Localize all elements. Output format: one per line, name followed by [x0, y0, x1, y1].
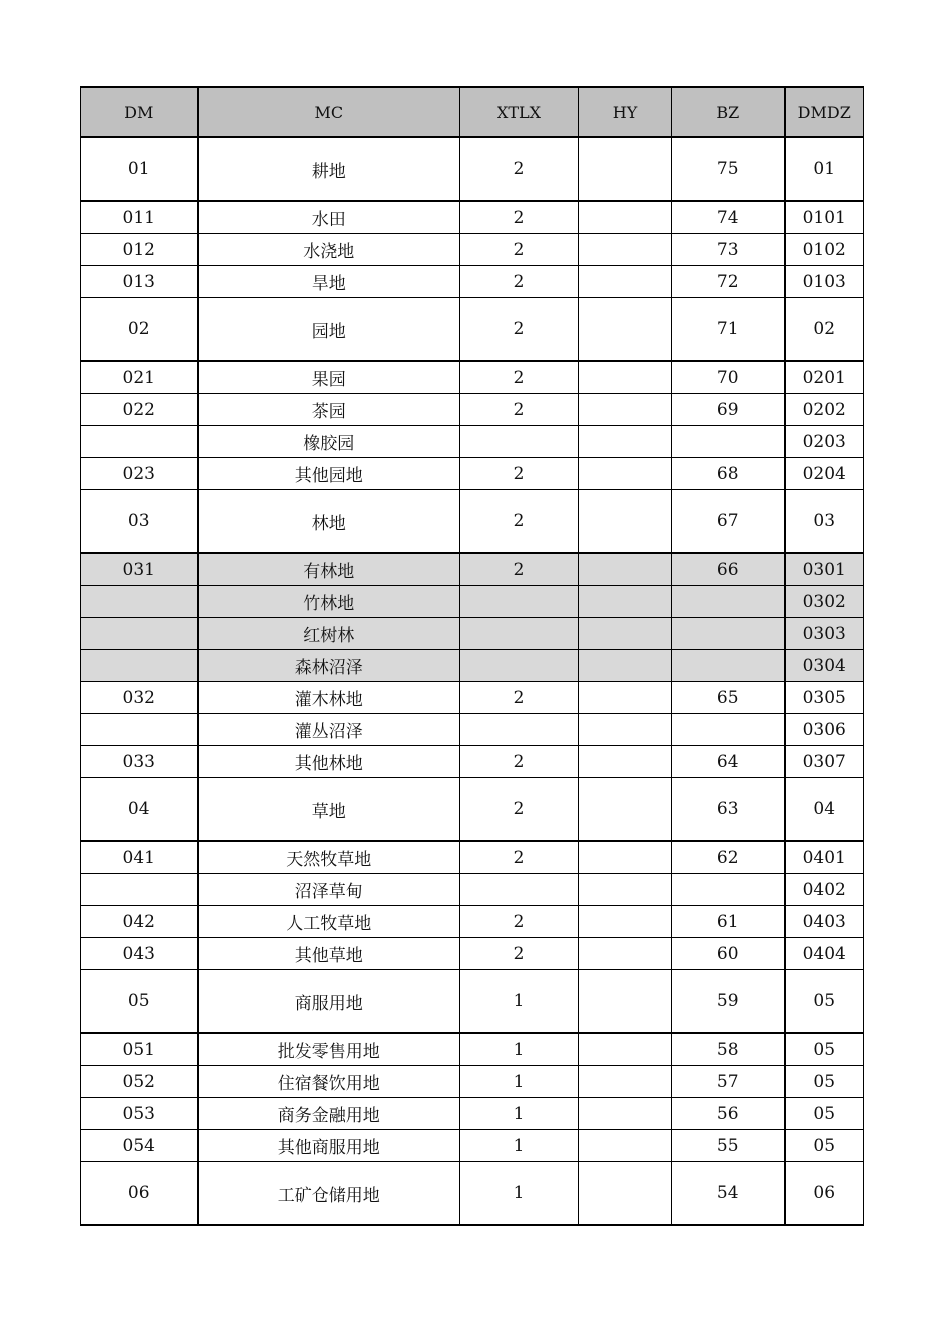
- table-row: [81, 682, 864, 714]
- cell-dm: [81, 426, 198, 458]
- cell-xtlx: 1: [460, 1098, 579, 1130]
- cell-bz: 67: [672, 490, 785, 554]
- cell-hy: [579, 714, 672, 746]
- cell-bz: 73: [672, 234, 785, 266]
- cell-dmdz: 0204: [785, 458, 864, 490]
- table-row: [81, 490, 864, 554]
- cell-mc: 水田: [198, 201, 460, 234]
- cell-dm: 05: [81, 970, 198, 1034]
- cell-mc: 森林沼泽: [198, 650, 460, 682]
- cell-dm: 021: [81, 361, 198, 394]
- cell-bz: 54: [672, 1162, 785, 1226]
- cell-dmdz: 05: [785, 1066, 864, 1098]
- cell-dm: [81, 618, 198, 650]
- cell-bz: 72: [672, 266, 785, 298]
- cell-bz: 55: [672, 1130, 785, 1162]
- cell-dmdz: 05: [785, 970, 864, 1034]
- cell-mc: 商务金融用地: [198, 1098, 460, 1130]
- cell-hy: [579, 1033, 672, 1066]
- cell-bz: 70: [672, 361, 785, 394]
- cell-dmdz: 01: [785, 137, 864, 201]
- cell-hy: [579, 394, 672, 426]
- cell-dmdz: 0302: [785, 586, 864, 618]
- cell-mc: 人工牧草地: [198, 906, 460, 938]
- cell-bz: 60: [672, 938, 785, 970]
- cell-mc: 林地: [198, 490, 460, 554]
- cell-dmdz: 0101: [785, 201, 864, 234]
- cell-mc: 灌丛沼泽: [198, 714, 460, 746]
- cell-dm: 04: [81, 778, 198, 842]
- cell-mc: 旱地: [198, 266, 460, 298]
- cell-xtlx: 2: [460, 553, 579, 586]
- cell-dm: 054: [81, 1130, 198, 1162]
- cell-hy: [579, 553, 672, 586]
- table-row: [81, 266, 864, 298]
- cell-hy: [579, 970, 672, 1034]
- cell-xtlx: [460, 586, 579, 618]
- cell-dm: 06: [81, 1162, 198, 1226]
- header-row: [81, 87, 864, 137]
- cell-bz: [672, 586, 785, 618]
- cell-dm: 022: [81, 394, 198, 426]
- cell-hy: [579, 778, 672, 842]
- cell-xtlx: 2: [460, 841, 579, 874]
- cell-bz: 65: [672, 682, 785, 714]
- cell-hy: [579, 490, 672, 554]
- cell-dmdz: 0303: [785, 618, 864, 650]
- table-row: [81, 970, 864, 1034]
- table-row: [81, 906, 864, 938]
- cell-mc: 天然牧草地: [198, 841, 460, 874]
- table-row: [81, 458, 864, 490]
- cell-mc: 园地: [198, 298, 460, 362]
- cell-xtlx: 2: [460, 361, 579, 394]
- table-row: [81, 298, 864, 362]
- cell-mc: 水浇地: [198, 234, 460, 266]
- land-classification-table: [80, 86, 864, 1226]
- cell-hy: [579, 874, 672, 906]
- cell-bz: 74: [672, 201, 785, 234]
- header-dmdz: DMDZ: [785, 87, 864, 137]
- cell-bz: [672, 426, 785, 458]
- cell-dm: 023: [81, 458, 198, 490]
- table-row: [81, 1162, 864, 1226]
- cell-mc: 果园: [198, 361, 460, 394]
- header-dm: DM: [81, 87, 198, 137]
- cell-hy: [579, 298, 672, 362]
- cell-xtlx: [460, 426, 579, 458]
- cell-hy: [579, 1130, 672, 1162]
- cell-xtlx: 2: [460, 298, 579, 362]
- cell-dmdz: 0404: [785, 938, 864, 970]
- cell-hy: [579, 361, 672, 394]
- cell-xtlx: 1: [460, 1162, 579, 1226]
- cell-mc: 茶园: [198, 394, 460, 426]
- cell-dm: [81, 714, 198, 746]
- table-row: [81, 778, 864, 842]
- cell-hy: [579, 458, 672, 490]
- cell-bz: 57: [672, 1066, 785, 1098]
- cell-dmdz: 0301: [785, 553, 864, 586]
- cell-mc: 商服用地: [198, 970, 460, 1034]
- cell-dmdz: 0402: [785, 874, 864, 906]
- cell-mc: 住宿餐饮用地: [198, 1066, 460, 1098]
- table-row: [81, 394, 864, 426]
- cell-mc: 其他林地: [198, 746, 460, 778]
- cell-mc: 其他商服用地: [198, 1130, 460, 1162]
- cell-xtlx: 2: [460, 394, 579, 426]
- cell-xtlx: [460, 650, 579, 682]
- cell-xtlx: 2: [460, 458, 579, 490]
- cell-bz: 71: [672, 298, 785, 362]
- cell-hy: [579, 682, 672, 714]
- cell-hy: [579, 1098, 672, 1130]
- cell-hy: [579, 586, 672, 618]
- cell-mc: 耕地: [198, 137, 460, 201]
- header-xtlx: XTLX: [460, 87, 579, 137]
- cell-dm: 03: [81, 490, 198, 554]
- cell-xtlx: 1: [460, 1066, 579, 1098]
- cell-xtlx: 2: [460, 201, 579, 234]
- cell-hy: [579, 1066, 672, 1098]
- cell-bz: 64: [672, 746, 785, 778]
- table-row: [81, 361, 864, 394]
- cell-hy: [579, 137, 672, 201]
- table-row: [81, 553, 864, 586]
- cell-mc: 红树林: [198, 618, 460, 650]
- cell-dm: 042: [81, 906, 198, 938]
- table-row: [81, 201, 864, 234]
- cell-hy: [579, 938, 672, 970]
- cell-xtlx: 1: [460, 1033, 579, 1066]
- cell-mc: 其他草地: [198, 938, 460, 970]
- cell-dm: 013: [81, 266, 198, 298]
- cell-xtlx: 2: [460, 266, 579, 298]
- table-row: [81, 714, 864, 746]
- cell-xtlx: 2: [460, 906, 579, 938]
- cell-xtlx: 2: [460, 682, 579, 714]
- cell-bz: 59: [672, 970, 785, 1034]
- cell-hy: [579, 201, 672, 234]
- cell-bz: 75: [672, 137, 785, 201]
- cell-xtlx: 2: [460, 490, 579, 554]
- cell-bz: 56: [672, 1098, 785, 1130]
- cell-bz: 66: [672, 553, 785, 586]
- cell-xtlx: 2: [460, 234, 579, 266]
- cell-dm: 032: [81, 682, 198, 714]
- cell-dmdz: 05: [785, 1130, 864, 1162]
- cell-dmdz: 04: [785, 778, 864, 842]
- cell-bz: [672, 874, 785, 906]
- cell-dm: 051: [81, 1033, 198, 1066]
- cell-mc: 工矿仓储用地: [198, 1162, 460, 1226]
- table-body: [81, 137, 864, 1225]
- cell-xtlx: 2: [460, 938, 579, 970]
- cell-xtlx: 2: [460, 137, 579, 201]
- header-hy: HY: [579, 87, 672, 137]
- cell-bz: 69: [672, 394, 785, 426]
- cell-dm: [81, 874, 198, 906]
- cell-hy: [579, 266, 672, 298]
- cell-dmdz: 02: [785, 298, 864, 362]
- cell-dmdz: 0307: [785, 746, 864, 778]
- table-row: [81, 1130, 864, 1162]
- cell-bz: 62: [672, 841, 785, 874]
- cell-dmdz: 0306: [785, 714, 864, 746]
- table-row: [81, 137, 864, 201]
- cell-xtlx: 1: [460, 1130, 579, 1162]
- cell-mc: 草地: [198, 778, 460, 842]
- cell-xtlx: 2: [460, 778, 579, 842]
- table-row: [81, 1098, 864, 1130]
- cell-dmdz: 0103: [785, 266, 864, 298]
- cell-dm: 031: [81, 553, 198, 586]
- cell-mc: 有林地: [198, 553, 460, 586]
- cell-dmdz: 0401: [785, 841, 864, 874]
- cell-dm: 052: [81, 1066, 198, 1098]
- cell-mc: 其他园地: [198, 458, 460, 490]
- cell-dm: 053: [81, 1098, 198, 1130]
- table-row: [81, 938, 864, 970]
- cell-dmdz: 0201: [785, 361, 864, 394]
- cell-dmdz: 0305: [785, 682, 864, 714]
- table-row: [81, 874, 864, 906]
- cell-xtlx: [460, 714, 579, 746]
- cell-hy: [579, 234, 672, 266]
- cell-dm: 011: [81, 201, 198, 234]
- cell-bz: [672, 618, 785, 650]
- cell-dmdz: 0403: [785, 906, 864, 938]
- cell-dmdz: 05: [785, 1033, 864, 1066]
- cell-mc: 批发零售用地: [198, 1033, 460, 1066]
- cell-hy: [579, 618, 672, 650]
- cell-mc: 竹林地: [198, 586, 460, 618]
- cell-hy: [579, 650, 672, 682]
- table-row: [81, 618, 864, 650]
- cell-mc: 沼泽草甸: [198, 874, 460, 906]
- cell-dm: 012: [81, 234, 198, 266]
- cell-hy: [579, 841, 672, 874]
- cell-hy: [579, 746, 672, 778]
- cell-xtlx: [460, 874, 579, 906]
- cell-bz: 58: [672, 1033, 785, 1066]
- table-row: [81, 1066, 864, 1098]
- table-row: [81, 1033, 864, 1066]
- cell-dm: [81, 650, 198, 682]
- cell-hy: [579, 1162, 672, 1226]
- cell-dmdz: 0203: [785, 426, 864, 458]
- table-row: [81, 234, 864, 266]
- cell-dm: [81, 586, 198, 618]
- cell-bz: 63: [672, 778, 785, 842]
- table-row: [81, 746, 864, 778]
- cell-bz: 61: [672, 906, 785, 938]
- cell-dm: 02: [81, 298, 198, 362]
- cell-dmdz: 0304: [785, 650, 864, 682]
- cell-bz: [672, 650, 785, 682]
- cell-hy: [579, 426, 672, 458]
- cell-hy: [579, 906, 672, 938]
- table-row: [81, 650, 864, 682]
- cell-mc: 橡胶园: [198, 426, 460, 458]
- cell-bz: 68: [672, 458, 785, 490]
- header-bz: BZ: [672, 87, 785, 137]
- table-row: [81, 426, 864, 458]
- cell-dm: 041: [81, 841, 198, 874]
- cell-mc: 灌木林地: [198, 682, 460, 714]
- cell-dmdz: 0102: [785, 234, 864, 266]
- cell-dm: 033: [81, 746, 198, 778]
- cell-xtlx: 1: [460, 970, 579, 1034]
- cell-dmdz: 0202: [785, 394, 864, 426]
- cell-xtlx: 2: [460, 746, 579, 778]
- header-mc: MC: [198, 87, 460, 137]
- cell-xtlx: [460, 618, 579, 650]
- table-row: [81, 586, 864, 618]
- cell-dmdz: 03: [785, 490, 864, 554]
- cell-dm: 01: [81, 137, 198, 201]
- table-row: [81, 841, 864, 874]
- cell-dm: 043: [81, 938, 198, 970]
- cell-bz: [672, 714, 785, 746]
- cell-dmdz: 05: [785, 1098, 864, 1130]
- cell-dmdz: 06: [785, 1162, 864, 1226]
